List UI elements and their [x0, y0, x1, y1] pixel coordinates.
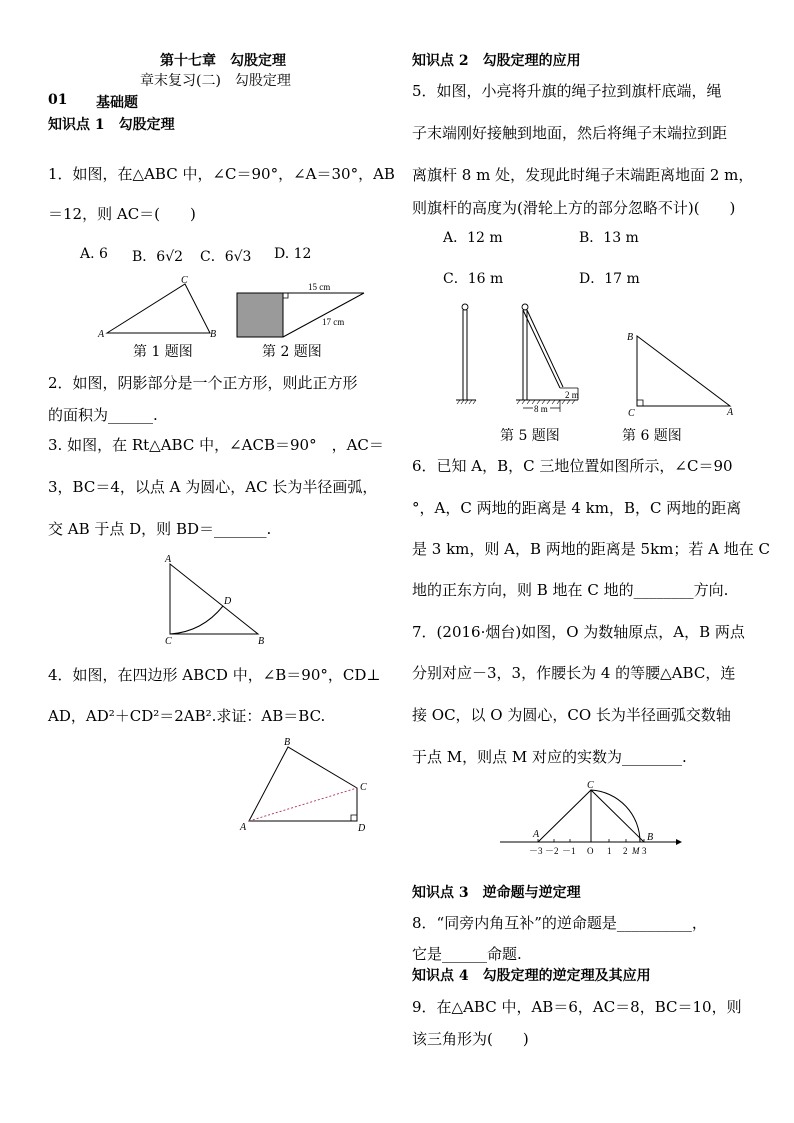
figure-6-right-triangle: [625, 328, 740, 420]
fig7-tick-2: 2: [623, 846, 628, 856]
q5-line-3: 离旗杆 8 m 处，发现此时绳子末端距离地面 2 m，: [412, 166, 754, 184]
q5-option-c: C．16 m: [443, 271, 504, 287]
q5-line-4: 则旗杆的高度为(滑轮上方的部分忽略不计)( ): [412, 199, 736, 217]
q1-option-d: D. 12: [274, 246, 312, 262]
q1-line-1: 1．如图，在△ABC 中，∠C＝90°，∠A＝30°，AB: [48, 165, 395, 183]
fig7-tick-3: 3: [642, 846, 647, 856]
q5-option-b: B．13 m: [579, 230, 639, 246]
q7-line-1: 7．(2016·烟台)如图，O 为数轴原点，A，B 两点: [412, 623, 745, 641]
q6-line-3: 是 3 km，则 A，B 两地的距离是 5km；若 A 地在 C: [412, 540, 771, 558]
figure-3-triangle-arc: [160, 552, 275, 647]
figure-2-square-trapezoid: [236, 282, 376, 341]
fig3-label-b: B: [258, 636, 265, 647]
q5-line-2: 子末端刚好接触到地面，然后将绳子末端拉到距: [412, 124, 728, 142]
q2-line-1: 2．如图，阴影部分是一个正方形，则此正方形: [48, 374, 358, 392]
fig4-label-d: D: [358, 823, 366, 834]
q8-line-2: 它是______命题.: [412, 945, 522, 963]
q8-line-1: 8．“同旁内角互补”的逆命题是__________，: [412, 914, 707, 932]
fig1-label-c: C: [181, 275, 188, 286]
q4-line-1: 4．如图，在四边形 ABCD 中，∠B＝90°，CD⊥: [48, 666, 381, 684]
part-title: 基础题: [96, 95, 138, 111]
q3-line-1: 3. 如图，在 Rt△ABC 中，∠ACB＝90° ，AC＝: [48, 436, 384, 454]
fig5-label-8m: 8 m: [534, 404, 548, 414]
fig7-label-a: A: [533, 829, 540, 840]
fig3-label-c: C: [165, 636, 172, 647]
figure-1-triangle: [95, 275, 225, 340]
fig4-label-b: B: [284, 737, 291, 748]
q1-option-b: B．6√2: [132, 249, 184, 265]
figure-5-flagpoles: [452, 300, 592, 418]
q6-line-2: °，A，C 两地的距离是 4 km，B，C 两地的距离: [412, 499, 742, 517]
knowledge-point-3: 知识点 3 逆命题与逆定理: [412, 885, 581, 901]
figure-1-caption: 第 1 题图: [133, 344, 193, 360]
figure-6-caption: 第 6 题图: [622, 428, 682, 444]
fig7-tick-neg2: －2: [545, 846, 559, 856]
q7-line-2: 分别对应－3，3，作腰长为 4 的等腰△ABC，连: [412, 664, 736, 682]
fig3-label-a: A: [165, 554, 172, 565]
chapter-title: 第十七章 勾股定理: [160, 53, 286, 69]
part-number: 01: [48, 92, 68, 108]
q2-line-2: 的面积为______.: [48, 406, 158, 424]
q4-line-2: AD，AD²＋CD²＝2AB².求证：AB＝BC.: [48, 707, 326, 725]
section-title: 章末复习(二) 勾股定理: [140, 73, 291, 89]
figure-2-caption: 第 2 题图: [262, 344, 322, 360]
q5-option-a: A．12 m: [443, 230, 503, 246]
knowledge-point-2: 知识点 2 勾股定理的应用: [412, 53, 581, 69]
q7-line-4: 于点 M，则点 M 对应的实数为________.: [412, 748, 687, 766]
fig5-label-2m: 2 m: [565, 390, 579, 400]
fig7-label-c: C: [587, 780, 594, 791]
q3-line-3: 交 AB 于点 D，则 BD＝_______.: [48, 520, 272, 538]
fig2-label-15cm: 15 cm: [308, 282, 331, 292]
fig1-label-a: A: [98, 329, 105, 340]
fig7-tick-neg1: －1: [562, 846, 576, 856]
q6-line-4: 地的正东方向，则 B 地在 C 地的________方向.: [412, 581, 729, 599]
q1-line-2: ＝12，则 AC＝( ): [48, 205, 196, 223]
fig6-label-a: A: [727, 407, 734, 418]
q6-line-1: 6．已知 A，B，C 三地位置如图所示，∠C＝90: [412, 457, 733, 475]
q9-line-2: 该三角形为( ): [412, 1030, 529, 1048]
fig4-label-a: A: [240, 822, 247, 833]
q9-line-1: 9．在△ABC 中，AB＝6，AC＝8，BC＝10，则: [412, 998, 742, 1016]
q5-option-d: D．17 m: [579, 271, 640, 287]
q3-line-2: 3，BC＝4，以点 A 为圆心，AC 长为半径画弧，: [48, 478, 378, 496]
q5-line-1: 5．如图，小亮将升旗的绳子拉到旗杆底端，绳: [412, 82, 722, 100]
fig7-tick-1: 1: [607, 846, 612, 856]
fig3-label-d: D: [224, 596, 232, 607]
q7-line-3: 接 OC，以 O 为圆心，CO 长为半径画弧交数轴: [412, 706, 731, 724]
fig1-label-b: B: [210, 329, 217, 340]
q1-option-a: A. 6: [80, 246, 108, 262]
figure-5-caption: 第 5 题图: [500, 428, 560, 444]
fig6-label-b: B: [627, 332, 634, 343]
fig7-tick-m: M: [632, 846, 640, 856]
figure-4-quadrilateral: [237, 737, 372, 837]
knowledge-point-1: 知识点 1 勾股定理: [48, 117, 175, 133]
fig2-label-17cm: 17 cm: [322, 317, 345, 327]
fig7-tick-origin: O: [587, 846, 594, 856]
fig7-tick-neg3: －3: [529, 846, 543, 856]
figure-7-number-line: [496, 780, 681, 860]
knowledge-point-4: 知识点 4 勾股定理的逆定理及其应用: [412, 968, 651, 984]
fig6-label-c: C: [628, 408, 635, 419]
q1-option-c: C．6√3: [200, 249, 252, 265]
fig4-label-c: C: [360, 782, 367, 793]
fig7-label-b: B: [647, 832, 654, 843]
